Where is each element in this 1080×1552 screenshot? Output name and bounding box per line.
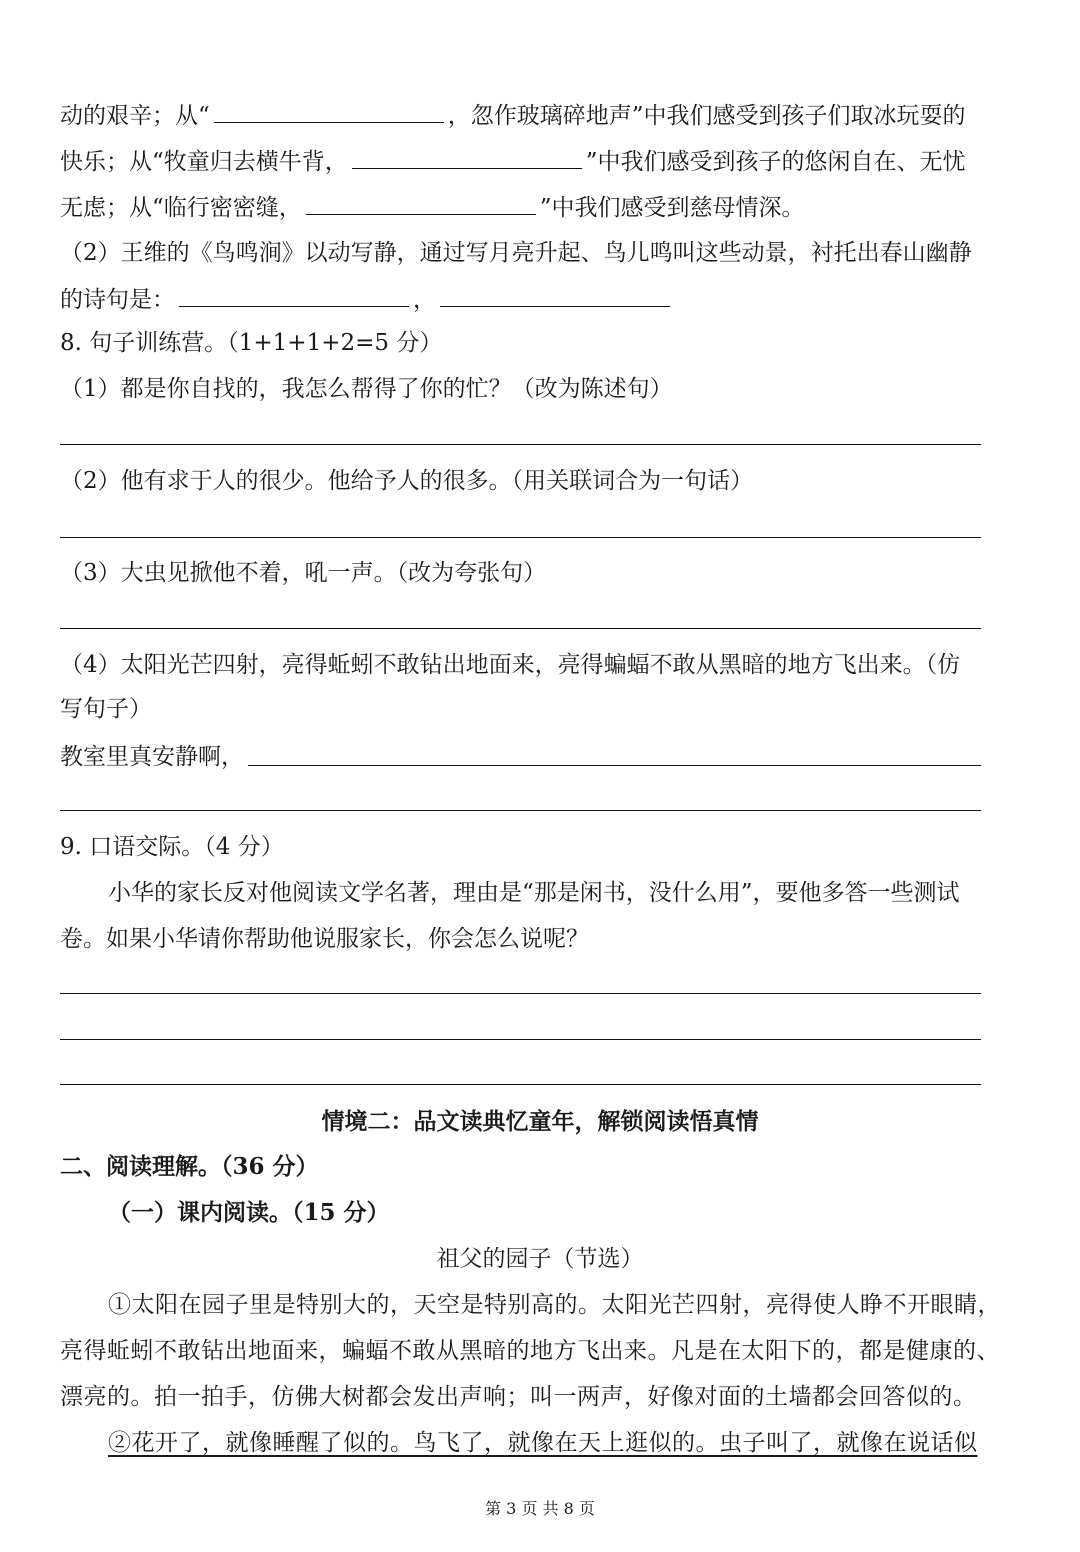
answer-blank[interactable]: [214, 100, 444, 123]
answer-line[interactable]: [60, 1039, 981, 1040]
q8-sentence-4-line-1: （4）太阳光芒四射，亮得蚯蚓不敢钻出地面来，亮得蝙蝠不敢从黑暗的地方飞出来。（仿: [60, 652, 961, 678]
answer-line[interactable]: [248, 765, 981, 766]
scenario-heading: 情境二：品文读典忆童年，解锁阅读悟真情: [321, 1108, 759, 1135]
passage-paragraph-2-line-1: ②花开了，就像睡醒了似的。鸟飞了，就像在天上逛似的。虫子叫了，就像在说话似: [108, 1430, 978, 1456]
q7-line-1: 动的艰辛；从“ ，忽作玻璃碎地声”中我们感受到孩子们取冰玩耍的: [60, 100, 985, 130]
q8-sentence-3: （3）大虫见掀他不着，吼一声。（改为夸张句）: [60, 560, 547, 586]
answer-line[interactable]: [60, 993, 981, 994]
q7-line-3: 无虑；从“临行密密缝， ”中我们感受到慈母情深。: [60, 192, 985, 222]
answer-blank[interactable]: [352, 146, 582, 169]
passage-paragraph-1-line-3: 漂亮的。拍一拍手，仿佛大树都会发出声响；叫一两声，好像对面的土墙都会回答似的。: [60, 1384, 977, 1410]
answer-line[interactable]: [60, 810, 981, 811]
q8-title: 8. 句子训练营。（1+1+1+2=5 分）: [60, 330, 443, 356]
answer-blank[interactable]: [306, 192, 536, 215]
passage-paragraph-1-line-2: 亮得蚯蚓不敢钻出地面来，蝙蝠不敢从黑暗的地方飞出来。凡是在太阳下的，都是健康的、: [60, 1338, 1000, 1364]
page-footer: 第 3 页 共 8 页: [485, 1499, 595, 1518]
q7-line-2: 快乐；从“牧童归去横牛背， ”中我们感受到孩子的悠闲自在、无忧: [60, 146, 985, 176]
q9-body-line-2: 卷。如果小华请你帮助他说服家长，你会怎么说呢？: [60, 926, 589, 952]
answer-blank[interactable]: [179, 284, 409, 307]
q7-part2-line-2: 的诗句是： ，: [60, 284, 985, 314]
q8-sentence-2: （2）他有求于人的很少。他给予人的很多。（用关联词合为一句话）: [60, 468, 754, 494]
answer-line[interactable]: [60, 444, 981, 445]
passage-paragraph-1-line-1: ①太阳在园子里是特别大的，天空是特别高的。太阳光芒四射，亮得使人睁不开眼睛，: [108, 1292, 1001, 1318]
answer-line[interactable]: [60, 628, 981, 629]
passage-title: 祖父的园子（节选）: [436, 1246, 644, 1272]
answer-line[interactable]: [60, 1084, 981, 1085]
q8-sentence-4-prompt: 教室里真安静啊，: [60, 744, 244, 770]
q8-sentence-4-line-2: 写句子）: [60, 696, 152, 722]
q7-part2-line-1: （2）王维的《鸟鸣涧》以动写静，通过写月亮升起、鸟儿鸣叫这些动景，衬托出春山幽静: [60, 240, 972, 266]
answer-line[interactable]: [60, 537, 981, 538]
q9-title: 9. 口语交际。（4 分）: [60, 834, 284, 860]
subsection-heading: （一）课内阅读。（15 分）: [108, 1199, 390, 1226]
section-heading: 二、阅读理解。（36 分）: [60, 1153, 319, 1180]
answer-blank[interactable]: [440, 284, 670, 307]
q8-sentence-1: （1）都是你自找的，我怎么帮得了你的忙？（改为陈述句）: [60, 376, 673, 402]
q9-body-line-1: 小华的家长反对他阅读文学名著，理由是“那是闲书，没什么用”，要他多答一些测试: [108, 880, 960, 906]
